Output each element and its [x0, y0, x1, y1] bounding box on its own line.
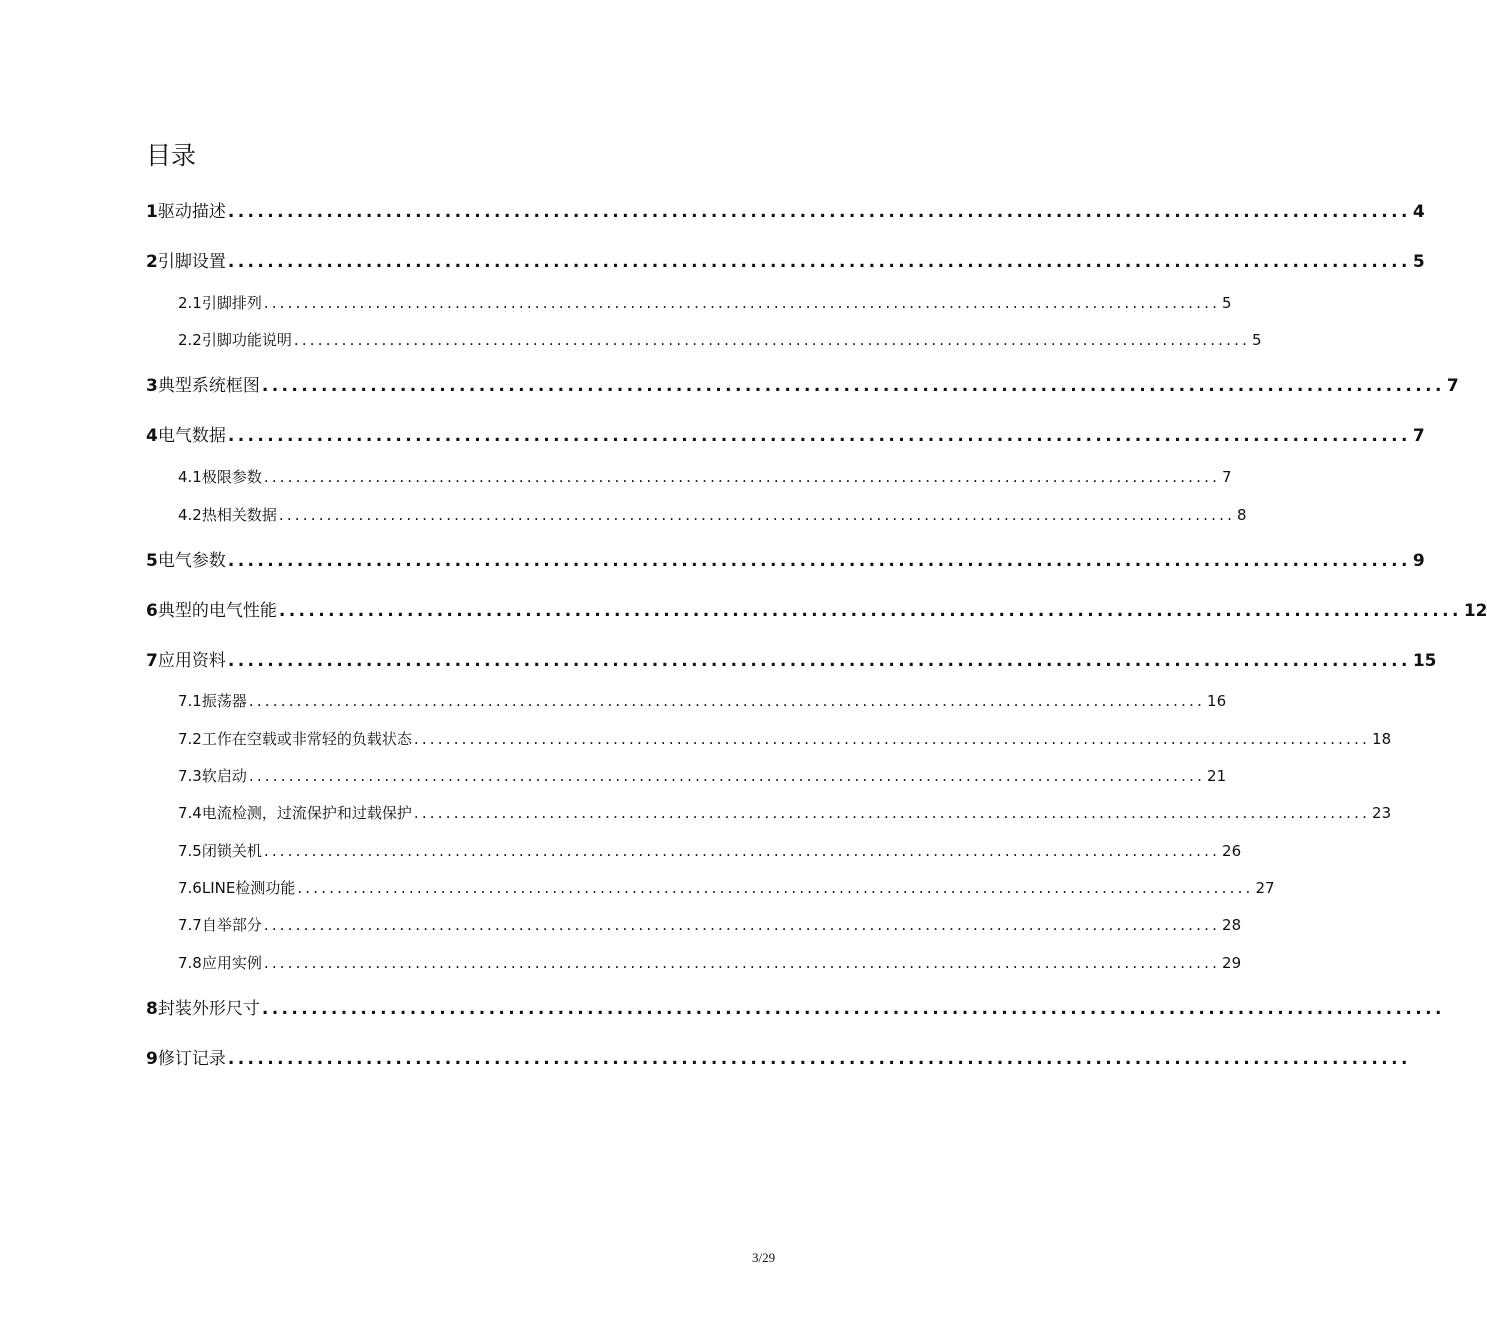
dot-leader: ........................................................................................................................ — [227, 551, 1411, 571]
toc-entry-5[interactable] — [146, 546, 1425, 571]
toc-entry-number: 7.5 — [178, 842, 202, 860]
dot-leader: ........................................................................................................................ — [293, 331, 1251, 349]
toc-entry-page: 21 — [1207, 767, 1227, 785]
toc-entry-title: 热相关数据 — [201, 506, 277, 524]
toc-entry-number: 2 — [146, 252, 158, 272]
toc-entry-8[interactable] — [146, 994, 1445, 1019]
toc-entry-number: 2.1 — [178, 294, 202, 312]
toc-entry-7-1[interactable] — [178, 690, 1227, 711]
toc-entry-title: 电流检测，过流保护和过载保护 — [201, 804, 412, 822]
dot-leader: ........................................................................................................................ — [413, 804, 1371, 822]
toc-entry-number: 4.1 — [178, 468, 202, 486]
toc-entry-page: 7 — [1412, 426, 1425, 446]
toc-entry-title: 极限参数 — [201, 468, 262, 486]
toc-entry-7-8[interactable] — [178, 952, 1242, 973]
dot-leader: ........................................................................................................................ — [278, 601, 1462, 621]
dot-leader: ........................................................................................................................ — [227, 426, 1411, 446]
dot-leader: ........................................................................................................................ — [261, 999, 1445, 1019]
toc-entry-title: LINE检测功能 — [201, 879, 296, 897]
toc-entry-page: 26 — [1222, 842, 1242, 860]
toc-entry-page: 29 — [1222, 954, 1242, 972]
toc-entry-title: 修订记录 — [157, 1049, 226, 1069]
toc-entry-7-4[interactable] — [178, 802, 1392, 823]
dot-leader: ........................................................................................................................ — [263, 916, 1221, 934]
toc-entry-page: 4 — [1412, 202, 1425, 222]
toc-entry-title: 驱动描述 — [157, 202, 226, 222]
toc-entry-4[interactable] — [146, 421, 1425, 446]
dot-leader: ........................................................................................................................ — [227, 252, 1411, 272]
toc-entry-title: 应用实例 — [201, 954, 262, 972]
toc-entry-title: 软启动 — [201, 767, 247, 785]
dot-leader: ........................................................................................................................ — [227, 202, 1411, 222]
toc-entry-number: 7.4 — [178, 804, 202, 822]
dot-leader: ........................................................................................................................ — [413, 730, 1371, 748]
toc-entry-page: 28 — [1222, 916, 1242, 934]
toc-entry-title: 工作在空载或非常轻的负载状态 — [201, 730, 412, 748]
dot-leader: ........................................................................................................................ — [263, 842, 1221, 860]
toc-entry-7-3[interactable] — [178, 765, 1227, 786]
toc-entry-number: 9 — [146, 1049, 158, 1069]
toc-entry-1[interactable] — [146, 197, 1425, 222]
toc-entry-2[interactable] — [146, 247, 1425, 272]
toc-entry-title: 电气数据 — [157, 426, 226, 446]
toc-entry-number: 7.6 — [178, 879, 202, 897]
toc-entry-number: 7.1 — [178, 692, 202, 710]
dot-leader: ........................................................................................................................ — [261, 376, 1445, 396]
toc-entry-6[interactable] — [146, 596, 1487, 621]
dot-leader: ........................................................................................................................ — [278, 506, 1236, 524]
dot-leader: ........................................................................................................................ — [248, 767, 1206, 785]
toc-entry-number: 2.2 — [178, 331, 202, 349]
toc-entry-2-1[interactable] — [178, 292, 1232, 313]
toc-entry-number: 7.8 — [178, 954, 202, 972]
toc-entry-title: 闭锁关机 — [201, 842, 262, 860]
toc-entry-number: 7.3 — [178, 767, 202, 785]
toc-title: 目录 — [146, 141, 197, 170]
toc-entry-4-2[interactable] — [178, 504, 1247, 525]
toc-entry-page: 27 — [1255, 879, 1275, 897]
page-number-footer: 3/29 — [752, 1250, 776, 1265]
toc-entry-2-2[interactable] — [178, 329, 1262, 350]
toc-entry-title: 典型的电气性能 — [157, 601, 277, 621]
toc-entry-7-2[interactable] — [178, 728, 1392, 749]
dot-leader: ........................................................................................................................ — [263, 954, 1221, 972]
toc-entry-page: 7 — [1222, 468, 1232, 486]
toc-entry-7-7[interactable] — [178, 914, 1242, 935]
toc-entry-7-6[interactable] — [178, 877, 1275, 898]
dot-leader: ........................................................................................................................ — [297, 879, 1254, 897]
toc-entry-7-5[interactable] — [178, 840, 1242, 861]
toc-entry-number: 7.7 — [178, 916, 202, 934]
toc-entry-number: 6 — [146, 601, 158, 621]
toc-entry-number: 7.2 — [178, 730, 202, 748]
toc-entry-title: 封装外形尺寸 — [157, 999, 260, 1019]
toc-entry-number: 8 — [146, 999, 158, 1019]
dot-leader: ........................................................................................................................ — [263, 468, 1221, 486]
toc-entry-page: 15 — [1412, 651, 1437, 671]
toc-entry-9[interactable] — [146, 1044, 1411, 1069]
toc-entry-title: 引脚功能说明 — [201, 331, 292, 349]
toc-entry-page: 8 — [1237, 506, 1247, 524]
toc-entry-title: 典型系统框图 — [157, 376, 260, 396]
toc-entry-page: 5 — [1222, 294, 1232, 312]
toc-entry-title: 引脚设置 — [157, 252, 226, 272]
toc-entry-page: 9 — [1412, 551, 1425, 571]
toc-entry-number: 4.2 — [178, 506, 202, 524]
toc-entry-number: 3 — [146, 376, 158, 396]
toc-entry-page: 5 — [1252, 331, 1262, 349]
toc-entry-title: 应用资料 — [157, 651, 226, 671]
toc-entry-title: 引脚排列 — [201, 294, 262, 312]
toc-entry-page: 5 — [1412, 252, 1425, 272]
toc-entry-page: 23 — [1372, 804, 1392, 822]
toc-entry-4-1[interactable] — [178, 466, 1232, 487]
toc-entry-page: 16 — [1207, 692, 1227, 710]
toc-entry-number: 7 — [146, 651, 158, 671]
toc-entry-number: 4 — [146, 426, 158, 446]
toc-entry-page: 7 — [1446, 376, 1459, 396]
dot-leader: ........................................................................................................................ — [227, 1049, 1411, 1069]
toc-entry-page: 18 — [1372, 730, 1392, 748]
toc-entry-title: 电气参数 — [157, 551, 226, 571]
toc-entry-3[interactable] — [146, 371, 1459, 396]
dot-leader: ........................................................................................................................ — [248, 692, 1206, 710]
toc-entry-title: 自举部分 — [201, 916, 262, 934]
toc-entry-page: 12 — [1463, 601, 1487, 621]
toc-entry-title: 振荡器 — [201, 692, 247, 710]
dot-leader: ........................................................................................................................ — [227, 651, 1411, 671]
toc-entry-7[interactable] — [146, 646, 1437, 671]
toc-entry-number: 1 — [146, 202, 158, 222]
toc-entry-number: 5 — [146, 551, 158, 571]
dot-leader: ........................................................................................................................ — [263, 294, 1221, 312]
